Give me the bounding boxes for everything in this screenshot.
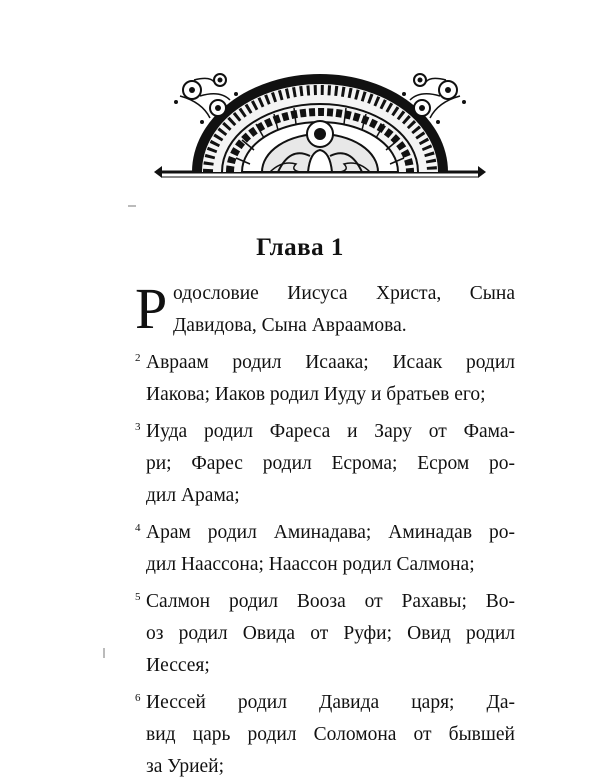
ornamental-headpiece-icon: [150, 60, 490, 185]
verse-5: [135, 581, 515, 682]
verse-4: [135, 512, 515, 581]
verse-line: ри; Фарес родил Есрома; Есром ро-: [146, 453, 515, 474]
verse-line: Салмон родил Вооза от Рахавы; Во-: [146, 591, 515, 612]
verse-6: [135, 682, 515, 783]
verse-number: 4: [135, 522, 141, 534]
verse-1: [135, 278, 515, 342]
verse-line: дил Арама;: [146, 485, 240, 506]
verse-line: Иуда родил Фареса и Зару от Фама-: [146, 421, 515, 442]
verse-line: Авраам родил Исаака; Исаак родил: [146, 352, 515, 373]
verse-line: дил Наассона; Наассон родил Салмона;: [146, 554, 475, 575]
verse-number: 3: [135, 421, 141, 433]
verse-2: [135, 342, 515, 411]
print-speck: [128, 205, 136, 207]
verse-line: Иессея;: [146, 655, 210, 676]
verse-line: Иакова; Иаков родил Иуду и братьев его;: [146, 384, 486, 405]
verse-line: одословие Иисуса Христа, Сына: [173, 283, 515, 304]
verse-line: вид царь родил Соломона от бывшей: [146, 724, 515, 745]
verse-line: Давидова, Сына Авраамова.: [173, 315, 407, 336]
drop-cap: Р: [135, 276, 168, 341]
verse-number: 6: [135, 692, 141, 704]
verse-number: 5: [135, 591, 141, 603]
verse-line: оз родил Овида от Руфи; Овид родил: [146, 623, 515, 644]
verse-line: Арам родил Аминадава; Аминадав ро-: [146, 522, 515, 543]
verse-line: Иессей родил Давида царя; Да-: [146, 692, 515, 713]
verse-line: за Урией;: [146, 756, 225, 777]
scripture-text: [135, 278, 515, 783]
chapter-title: Глава 1: [256, 234, 344, 261]
verse-number: 2: [135, 352, 141, 364]
verse-3: [135, 411, 515, 512]
print-speck: [103, 648, 105, 658]
